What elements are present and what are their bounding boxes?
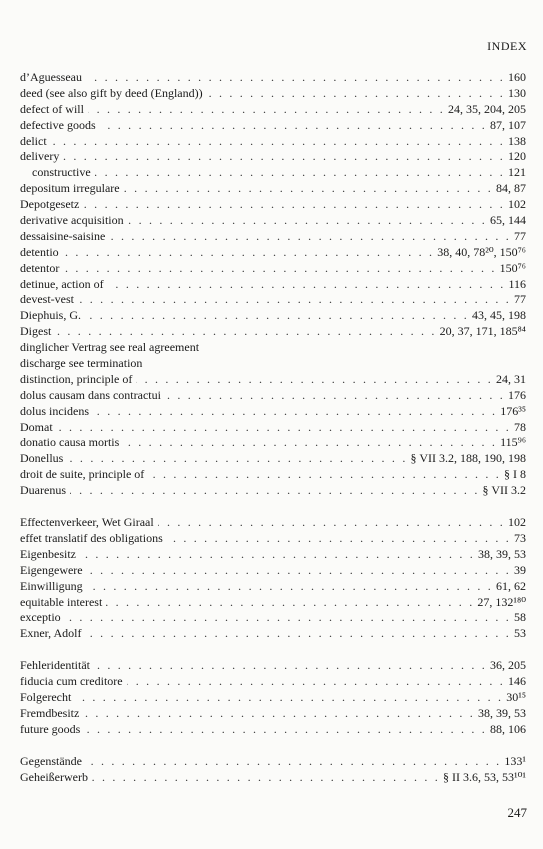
entry-page-refs: § II 3.6, 53, 53¹⁰¹ bbox=[443, 769, 526, 784]
entry-term: d’Aguesseau bbox=[20, 70, 82, 84]
entry-page-refs: 88, 106 bbox=[490, 721, 526, 736]
entry-term: future goods bbox=[20, 721, 81, 736]
dot-leader bbox=[67, 451, 407, 467]
dot-leader bbox=[83, 706, 475, 722]
entry-page-refs: 102 bbox=[508, 515, 526, 530]
index-entry bbox=[20, 483, 526, 499]
entry-page-refs: 138 bbox=[508, 133, 526, 148]
dot-leader bbox=[93, 404, 497, 420]
index-entry bbox=[20, 420, 526, 436]
entry-page-refs: 30¹⁵ bbox=[506, 689, 526, 704]
index-entry bbox=[20, 118, 526, 134]
entry-term: equitable interest bbox=[20, 594, 103, 609]
group-spacer bbox=[20, 738, 526, 754]
running-header: INDEX bbox=[487, 39, 527, 53]
entry-page-refs: 27, 132¹⁸⁰ bbox=[477, 594, 526, 609]
entry-term: Folgerecht bbox=[20, 689, 72, 704]
entry-term: discharge see termination bbox=[20, 356, 143, 371]
index-entry bbox=[20, 277, 526, 293]
entry-term: Eigenbesitz bbox=[20, 546, 76, 561]
dot-leader bbox=[86, 626, 511, 642]
dot-leader bbox=[57, 420, 511, 436]
index-entry bbox=[20, 610, 526, 626]
entry-term: delivery bbox=[20, 149, 60, 164]
entry-page-refs: 150⁷⁶ bbox=[499, 260, 526, 275]
index-entry bbox=[20, 770, 526, 786]
dot-leader bbox=[87, 579, 493, 595]
entry-page-refs: 130 bbox=[508, 85, 526, 100]
dot-leader bbox=[148, 467, 501, 483]
index-entry bbox=[20, 754, 526, 770]
entry-page-refs: 24, 35, 204, 205 bbox=[448, 101, 526, 116]
entry-page-refs: 176 bbox=[508, 387, 526, 402]
entry-page-refs: 58 bbox=[514, 610, 526, 625]
entry-page-refs: 73 bbox=[514, 530, 526, 545]
index-entry bbox=[20, 165, 526, 181]
index-entry bbox=[20, 134, 526, 150]
entry-term: donatio causa mortis bbox=[20, 435, 120, 450]
entry-term: Digest bbox=[20, 324, 52, 339]
entry-term: derivative acquisition bbox=[20, 213, 124, 228]
dot-leader bbox=[70, 483, 480, 499]
entry-page-refs: 65, 144 bbox=[490, 213, 526, 228]
index-entry bbox=[20, 531, 526, 547]
entry-term: effet translatif des obligations bbox=[20, 530, 163, 545]
index-entry bbox=[20, 181, 526, 197]
group-spacer bbox=[20, 499, 526, 515]
entry-term: Gegenstände bbox=[20, 753, 82, 768]
entry-page-refs: 160 bbox=[508, 70, 526, 84]
index-entry bbox=[20, 435, 526, 451]
dot-leader bbox=[92, 770, 440, 786]
entry-page-refs: 39 bbox=[514, 562, 526, 577]
index-entry bbox=[20, 722, 526, 738]
entry-term: fiducia cum creditore bbox=[20, 674, 123, 689]
dot-leader bbox=[63, 149, 505, 165]
index-entry bbox=[20, 547, 526, 563]
dot-leader bbox=[63, 261, 496, 277]
index-entry bbox=[20, 292, 526, 308]
entry-page-refs: 53 bbox=[514, 626, 526, 641]
entry-page-refs: 61, 62 bbox=[496, 578, 526, 593]
entry-page-refs: 176³⁵ bbox=[500, 403, 526, 418]
dot-leader bbox=[88, 102, 445, 118]
index-entry bbox=[20, 70, 526, 86]
entry-term: dinglicher Vertrag see real agreement bbox=[20, 340, 200, 355]
entry-page-refs: § I 8 bbox=[504, 467, 526, 482]
entry-page-refs: 38, 40, 78²⁰, 150⁷⁶ bbox=[437, 244, 526, 259]
page-number: 247 bbox=[507, 805, 527, 820]
dot-leader bbox=[94, 658, 487, 674]
entry-page-refs: 77 bbox=[514, 292, 526, 307]
dot-leader bbox=[86, 754, 501, 770]
entry-term: distinction, principle of bbox=[20, 371, 133, 386]
entry-term: Geheißerwerb bbox=[20, 769, 88, 784]
dot-leader bbox=[95, 165, 505, 181]
index-entry bbox=[20, 595, 526, 611]
entry-page-refs: 146 bbox=[508, 674, 526, 689]
group-spacer bbox=[20, 642, 526, 658]
index-entry bbox=[20, 213, 526, 229]
dot-leader bbox=[158, 515, 505, 531]
dot-leader bbox=[127, 674, 505, 690]
entry-term: exceptio bbox=[20, 610, 61, 625]
entry-page-refs: 38, 39, 53 bbox=[478, 705, 526, 720]
entry-term: devest-vest bbox=[20, 292, 74, 307]
index-entry bbox=[20, 324, 526, 340]
entry-page-refs: 121 bbox=[508, 165, 526, 180]
dot-leader bbox=[65, 610, 511, 626]
entry-page-refs: 115⁹⁶ bbox=[500, 435, 526, 450]
dot-leader bbox=[106, 595, 474, 611]
index-entry bbox=[20, 706, 526, 722]
entry-page-refs: 133¹ bbox=[504, 753, 526, 768]
dot-leader bbox=[80, 547, 475, 563]
entry-page-refs: 24, 31 bbox=[496, 371, 526, 386]
index-entry bbox=[20, 229, 526, 245]
index-entry bbox=[20, 404, 526, 420]
entry-term: dolus causam dans contractui bbox=[20, 387, 161, 402]
entry-term: detentor bbox=[20, 260, 60, 275]
index-entry bbox=[20, 451, 526, 467]
dot-leader bbox=[124, 181, 493, 197]
entry-term: droit de suite, principle of bbox=[20, 467, 145, 482]
entry-term: Eigengewere bbox=[20, 562, 83, 577]
index-entry bbox=[20, 579, 526, 595]
dot-leader bbox=[109, 229, 511, 245]
entry-term: Donellus bbox=[20, 451, 64, 466]
entry-page-refs: 102 bbox=[508, 197, 526, 212]
index-entry bbox=[20, 149, 526, 165]
entry-term: constructive bbox=[32, 165, 91, 180]
dot-leader bbox=[78, 292, 511, 308]
entry-term: Fremdbesitz bbox=[20, 705, 80, 720]
dot-leader bbox=[87, 563, 511, 579]
entry-term: detinue, action of bbox=[20, 276, 104, 291]
index-entry bbox=[20, 388, 526, 404]
entry-term: detentio bbox=[20, 244, 59, 259]
entry-page-refs: 20, 37, 171, 185⁸⁴ bbox=[439, 324, 526, 339]
entry-term: Einwilligung bbox=[20, 578, 83, 593]
dot-leader bbox=[84, 722, 487, 738]
entry-term: defective goods bbox=[20, 117, 96, 132]
index-entry bbox=[20, 356, 526, 372]
entry-term: Exner, Adolf bbox=[20, 626, 82, 641]
entry-page-refs: 87, 107 bbox=[490, 117, 526, 132]
dot-leader bbox=[100, 118, 487, 134]
dot-leader bbox=[108, 277, 506, 293]
entry-page-refs: § VII 3.2, 188, 190, 198 bbox=[410, 451, 526, 466]
entry-term: Effectenverkeer, Wet Giraal bbox=[20, 515, 154, 530]
index-entry bbox=[20, 245, 526, 261]
entry-term: depositum irregulare bbox=[20, 181, 120, 196]
index-entry bbox=[20, 658, 526, 674]
entry-term: Fehleridentität bbox=[20, 658, 90, 673]
dot-leader bbox=[167, 531, 511, 547]
index-entry bbox=[20, 340, 526, 356]
entry-page-refs: 84, 87 bbox=[496, 181, 526, 196]
dot-leader bbox=[207, 86, 505, 102]
entry-term: delict bbox=[20, 133, 47, 148]
index-entry bbox=[20, 86, 526, 102]
dot-leader bbox=[86, 70, 505, 86]
entry-term: Domat bbox=[20, 419, 53, 434]
dot-leader bbox=[85, 308, 469, 324]
entry-term: Duarenus bbox=[20, 483, 66, 498]
index-entry bbox=[20, 690, 526, 706]
entry-page-refs: 43, 45, 198 bbox=[472, 308, 526, 323]
dot-leader bbox=[128, 213, 487, 229]
index-entry bbox=[20, 626, 526, 642]
index-entry bbox=[20, 197, 526, 213]
entry-term: deed (see also gift by deed (England)) bbox=[20, 85, 203, 100]
dot-leader bbox=[75, 690, 503, 706]
dot-leader bbox=[51, 134, 505, 150]
dot-leader bbox=[83, 197, 505, 213]
index-entry bbox=[20, 261, 526, 277]
index-entry bbox=[20, 102, 526, 118]
index-entries bbox=[20, 70, 526, 785]
entry-page-refs: 77 bbox=[514, 228, 526, 243]
index-entry bbox=[20, 515, 526, 531]
entry-term: dolus incidens bbox=[20, 403, 89, 418]
entry-term: Depotgesetz bbox=[20, 197, 80, 212]
index-entry bbox=[20, 674, 526, 690]
index-entry bbox=[20, 467, 526, 483]
dot-leader bbox=[123, 435, 497, 451]
entry-term: defect of will bbox=[20, 101, 84, 116]
dot-leader bbox=[136, 372, 493, 388]
entry-page-refs: 38, 39, 53 bbox=[478, 546, 526, 561]
entry-page-refs: 78 bbox=[514, 419, 526, 434]
entry-term: Diephuis, G. bbox=[20, 308, 81, 323]
index-entry bbox=[20, 372, 526, 388]
entry-page-refs: 36, 205 bbox=[490, 658, 526, 673]
entry-page-refs: 120 bbox=[508, 149, 526, 164]
dot-leader bbox=[63, 245, 435, 261]
dot-leader bbox=[165, 388, 505, 404]
entry-page-refs: 116 bbox=[508, 276, 526, 291]
index-entry bbox=[20, 308, 526, 324]
entry-page-refs: § VII 3.2 bbox=[482, 483, 526, 498]
entry-term: dessaisine-saisine bbox=[20, 228, 106, 243]
index-entry bbox=[20, 563, 526, 579]
dot-leader bbox=[55, 324, 436, 340]
